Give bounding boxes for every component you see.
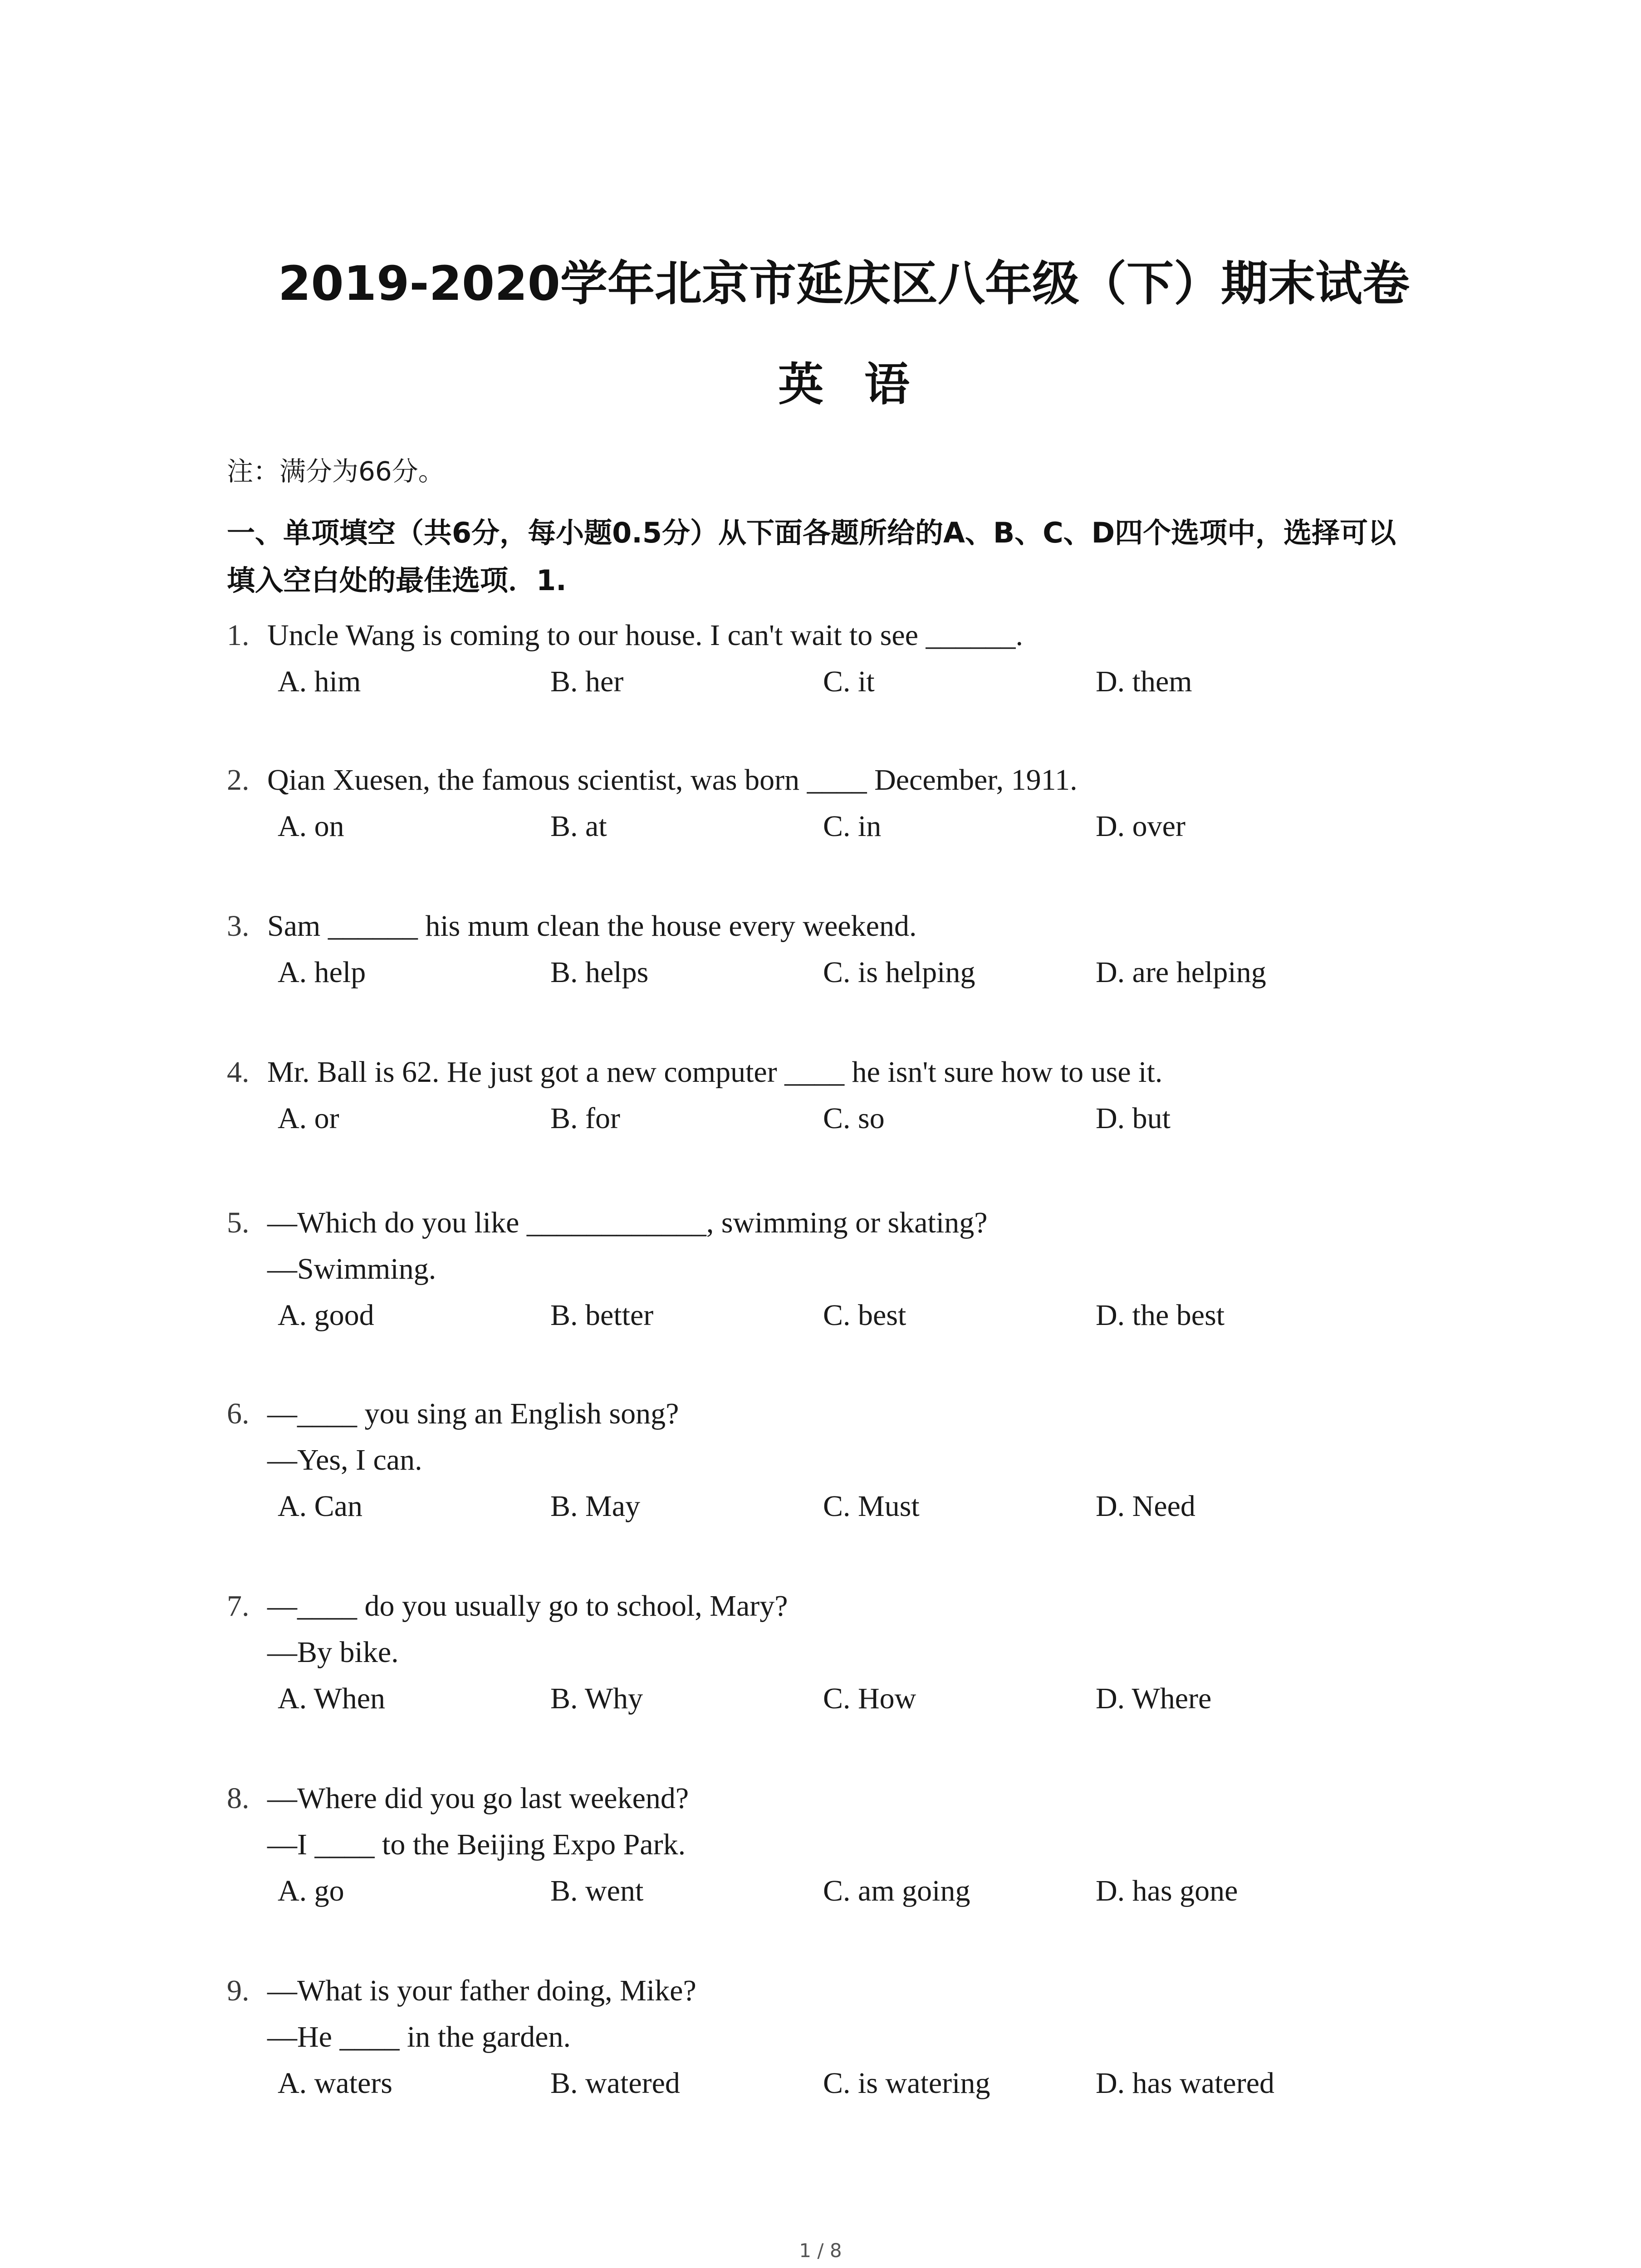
option-a: A. good [278,1299,374,1332]
option-c: C. in [823,810,882,843]
option-b: B. better [550,1299,654,1332]
dialogue-text: —Yes, I can. [267,1443,422,1476]
question-number: 1. [227,619,250,652]
question-8 [227,1775,1461,1914]
question-number: 4. [227,1056,250,1089]
question-text: Uncle Wang is coming to our house. I can't wait to see ______. [267,619,1024,652]
question-number: 9. [227,1974,250,2007]
dialogue-text: —He ____ in the garden. [267,2020,571,2053]
answer-options [227,1095,1461,1142]
page-number: 1 / 8 [799,2239,842,2262]
option-a: A. Can [278,1490,362,1523]
question-text: —____ you sing an English song? [267,1397,679,1430]
section-heading-line-1: 一、单项填空（共6分，每小题0.5分）从下面各题所给的A、B、C、D四个选项中，选择可以 [227,516,1396,549]
section-heading-line-2: 填入空白处的最佳选项．1. [227,564,567,597]
question-2 [227,757,1461,850]
question-number: 2. [227,763,250,797]
dialogue-line [227,1437,1461,1483]
question-stem [227,1391,1461,1437]
dialogue-text: —Swimming. [267,1252,436,1286]
question-number: 3. [227,909,250,943]
dialogue-line [227,1246,1461,1292]
question-stem [227,1583,1461,1629]
answer-options [227,2060,1461,2107]
question-5 [227,1200,1461,1339]
question-4 [227,1049,1461,1142]
option-c: C. am going [823,1874,970,1907]
question-1 [227,612,1461,705]
option-d: D. are helping [1096,956,1266,989]
answer-options [227,1868,1461,1914]
answer-options [227,1292,1461,1339]
option-b: B. at [550,810,607,843]
option-b: B. her [550,665,624,698]
section-heading [227,509,1461,604]
question-3 [227,903,1461,996]
answer-options [227,803,1461,850]
question-number: 7. [227,1589,250,1623]
question-text: —Where did you go last weekend? [267,1782,689,1815]
option-a: A. When [278,1682,386,1715]
question-number: 6. [227,1397,250,1430]
answer-options [227,1483,1461,1530]
option-d: D. over [1096,810,1185,843]
question-text: —What is your father doing, Mike? [267,1974,696,2007]
option-a: A. waters [278,2067,392,2100]
option-d: D. has watered [1096,2067,1275,2100]
option-d: D. Need [1096,1490,1195,1523]
dialogue-line [227,1822,1461,1868]
option-b: B. watered [550,2067,680,2100]
option-d: D. has gone [1096,1874,1238,1907]
question-stem [227,757,1461,803]
question-stem [227,1049,1461,1095]
option-b: B. Why [550,1682,643,1715]
question-text: Qian Xuesen, the famous scientist, was born ____ December, 1911. [267,763,1078,797]
option-a: A. or [278,1102,339,1135]
question-stem [227,1200,1461,1246]
option-a: A. him [278,665,361,698]
question-text: —____ do you usually go to school, Mary? [267,1589,788,1623]
subject-title: 英 语 [778,358,910,411]
question-text: Mr. Ball is 62. He just got a new computer ____ he isn't sure how to use it. [267,1056,1163,1089]
question-text: —Which do you like ____________, swimming or skating? [267,1206,988,1239]
option-b: B. May [550,1490,640,1523]
option-a: A. go [278,1874,344,1907]
score-note: 注：满分为66分。 [227,456,445,487]
option-d: D. but [1096,1102,1171,1135]
question-stem [227,903,1461,949]
page-title: 2019-2020学年北京市延庆区八年级（下）期末试卷 [278,256,1410,311]
question-number: 5. [227,1206,250,1239]
dialogue-text: —I ____ to the Beijing Expo Park. [267,1828,686,1861]
question-stem [227,1775,1461,1822]
option-a: A. help [278,956,366,989]
option-d: D. them [1096,665,1192,698]
dialogue-text: —By bike. [267,1636,399,1669]
option-c: C. Must [823,1490,920,1523]
answer-options [227,949,1461,996]
option-c: C. it [823,665,875,698]
question-6 [227,1391,1461,1530]
option-b: B. for [550,1102,620,1135]
answer-options [227,659,1461,705]
question-9 [227,1968,1461,2107]
question-number: 8. [227,1782,250,1815]
question-stem [227,612,1461,659]
option-c: C. is helping [823,956,975,989]
option-d: D. Where [1096,1682,1212,1715]
option-b: B. helps [550,956,649,989]
option-b: B. went [550,1874,644,1907]
option-c: C. is watering [823,2067,990,2100]
option-a: A. on [278,810,344,843]
dialogue-line [227,1629,1461,1676]
dialogue-line [227,2014,1461,2060]
question-text: Sam ______ his mum clean the house every weekend. [267,909,917,943]
option-d: D. the best [1096,1299,1225,1332]
option-c: C. so [823,1102,885,1135]
question-7 [227,1583,1461,1722]
question-stem [227,1968,1461,2014]
option-c: C. How [823,1682,916,1715]
option-c: C. best [823,1299,906,1332]
answer-options [227,1676,1461,1722]
